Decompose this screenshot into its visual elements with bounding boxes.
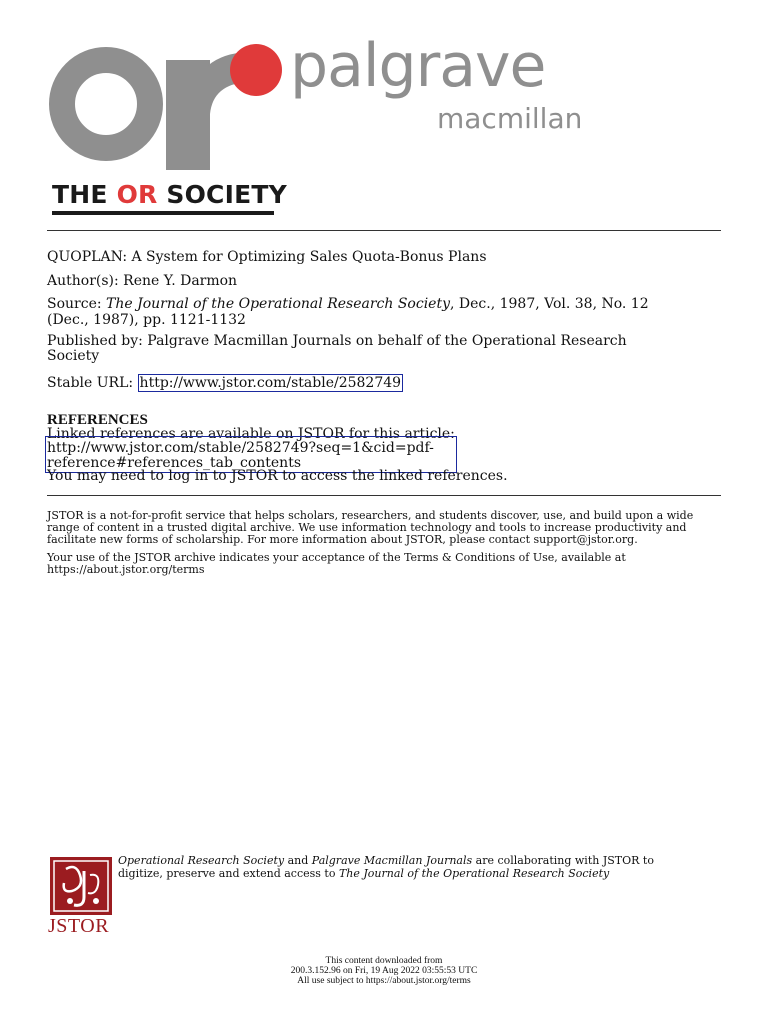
stable-url-link[interactable]: http://www.jstor.com/stable/2582749 (139, 375, 402, 391)
palgrave-wordmark: palgrave (290, 31, 546, 101)
article-publisher-cont: Society (47, 348, 100, 364)
references-link-line-2[interactable]: reference#references_tab_contents (47, 455, 302, 471)
stable-url-row: Stable URL: http://www.jstor.com/stable/2582749 (47, 375, 402, 391)
terms-notice-line-1: Your use of the JSTOR archive indicates your acceptance of the Terms & Conditions of Use, available at (47, 551, 626, 564)
jstor-notice-line-1: JSTOR is a not-for-profit service that helps scholars, researchers, and students discover, use, and build upon a wide (47, 509, 694, 522)
terms-link[interactable]: https://about.jstor.org/terms (47, 563, 205, 576)
article-source: Source: The Journal of the Operational Research Society, Dec., 1987, Vol. 38, No. 12 (47, 296, 649, 312)
jstor-wordmark: JSTOR (48, 915, 110, 937)
or-society-wordmark: THE OR SOCIETY (52, 180, 287, 209)
references-heading: REFERENCES (47, 412, 148, 428)
jstor-notice-line-3: facilitate new forms of scholarship. For more information about JSTOR, please contact support@jstor.org. (47, 533, 638, 546)
journal-name: The Journal of the Operational Research Society (106, 296, 450, 312)
article-publisher: Published by: Palgrave Macmillan Journals on behalf of the Operational Research (47, 333, 627, 349)
collaboration-text: Operational Research Society and Palgrave Macmillan Journals are collaborating with JSTOR to digitize, preserve and extend access to The Journal of the Operational Research Society (118, 854, 654, 880)
body-divider (47, 495, 721, 496)
references-login-note: You may need to log in to JSTOR to access the linked references. (47, 468, 508, 484)
download-stamp (0, 956, 768, 986)
jstor-notice-line-2: range of content in a trusted digital archive. We use information technology and tools to increase productivity and (47, 521, 687, 534)
article-title: QUOPLAN: A System for Optimizing Sales Quota-Bonus Plans (47, 249, 487, 265)
download-line-1: This content downloaded from (325, 956, 443, 966)
macmillan-wordmark: macmillan (437, 102, 583, 135)
or-society-logo-icon (48, 42, 288, 177)
jstor-seal-icon (50, 857, 112, 915)
article-authors: Author(s): Rene Y. Darmon (47, 273, 238, 289)
article-source-cont: (Dec., 1987), pp. 1121-1132 (47, 312, 246, 328)
references-link-line-1[interactable]: http://www.jstor.com/stable/2582749?seq=1&cid=pdf- (47, 440, 434, 456)
header-divider (47, 230, 721, 231)
logo-underline (52, 211, 274, 215)
references-intro: Linked references are available on JSTOR for this article: (47, 426, 455, 442)
download-line-3: All use subject to https://about.jstor.org/terms (297, 976, 471, 986)
download-line-2: 200.3.152.96 on Fri, 19 Aug 2022 03:55:53 UTC (290, 966, 478, 976)
